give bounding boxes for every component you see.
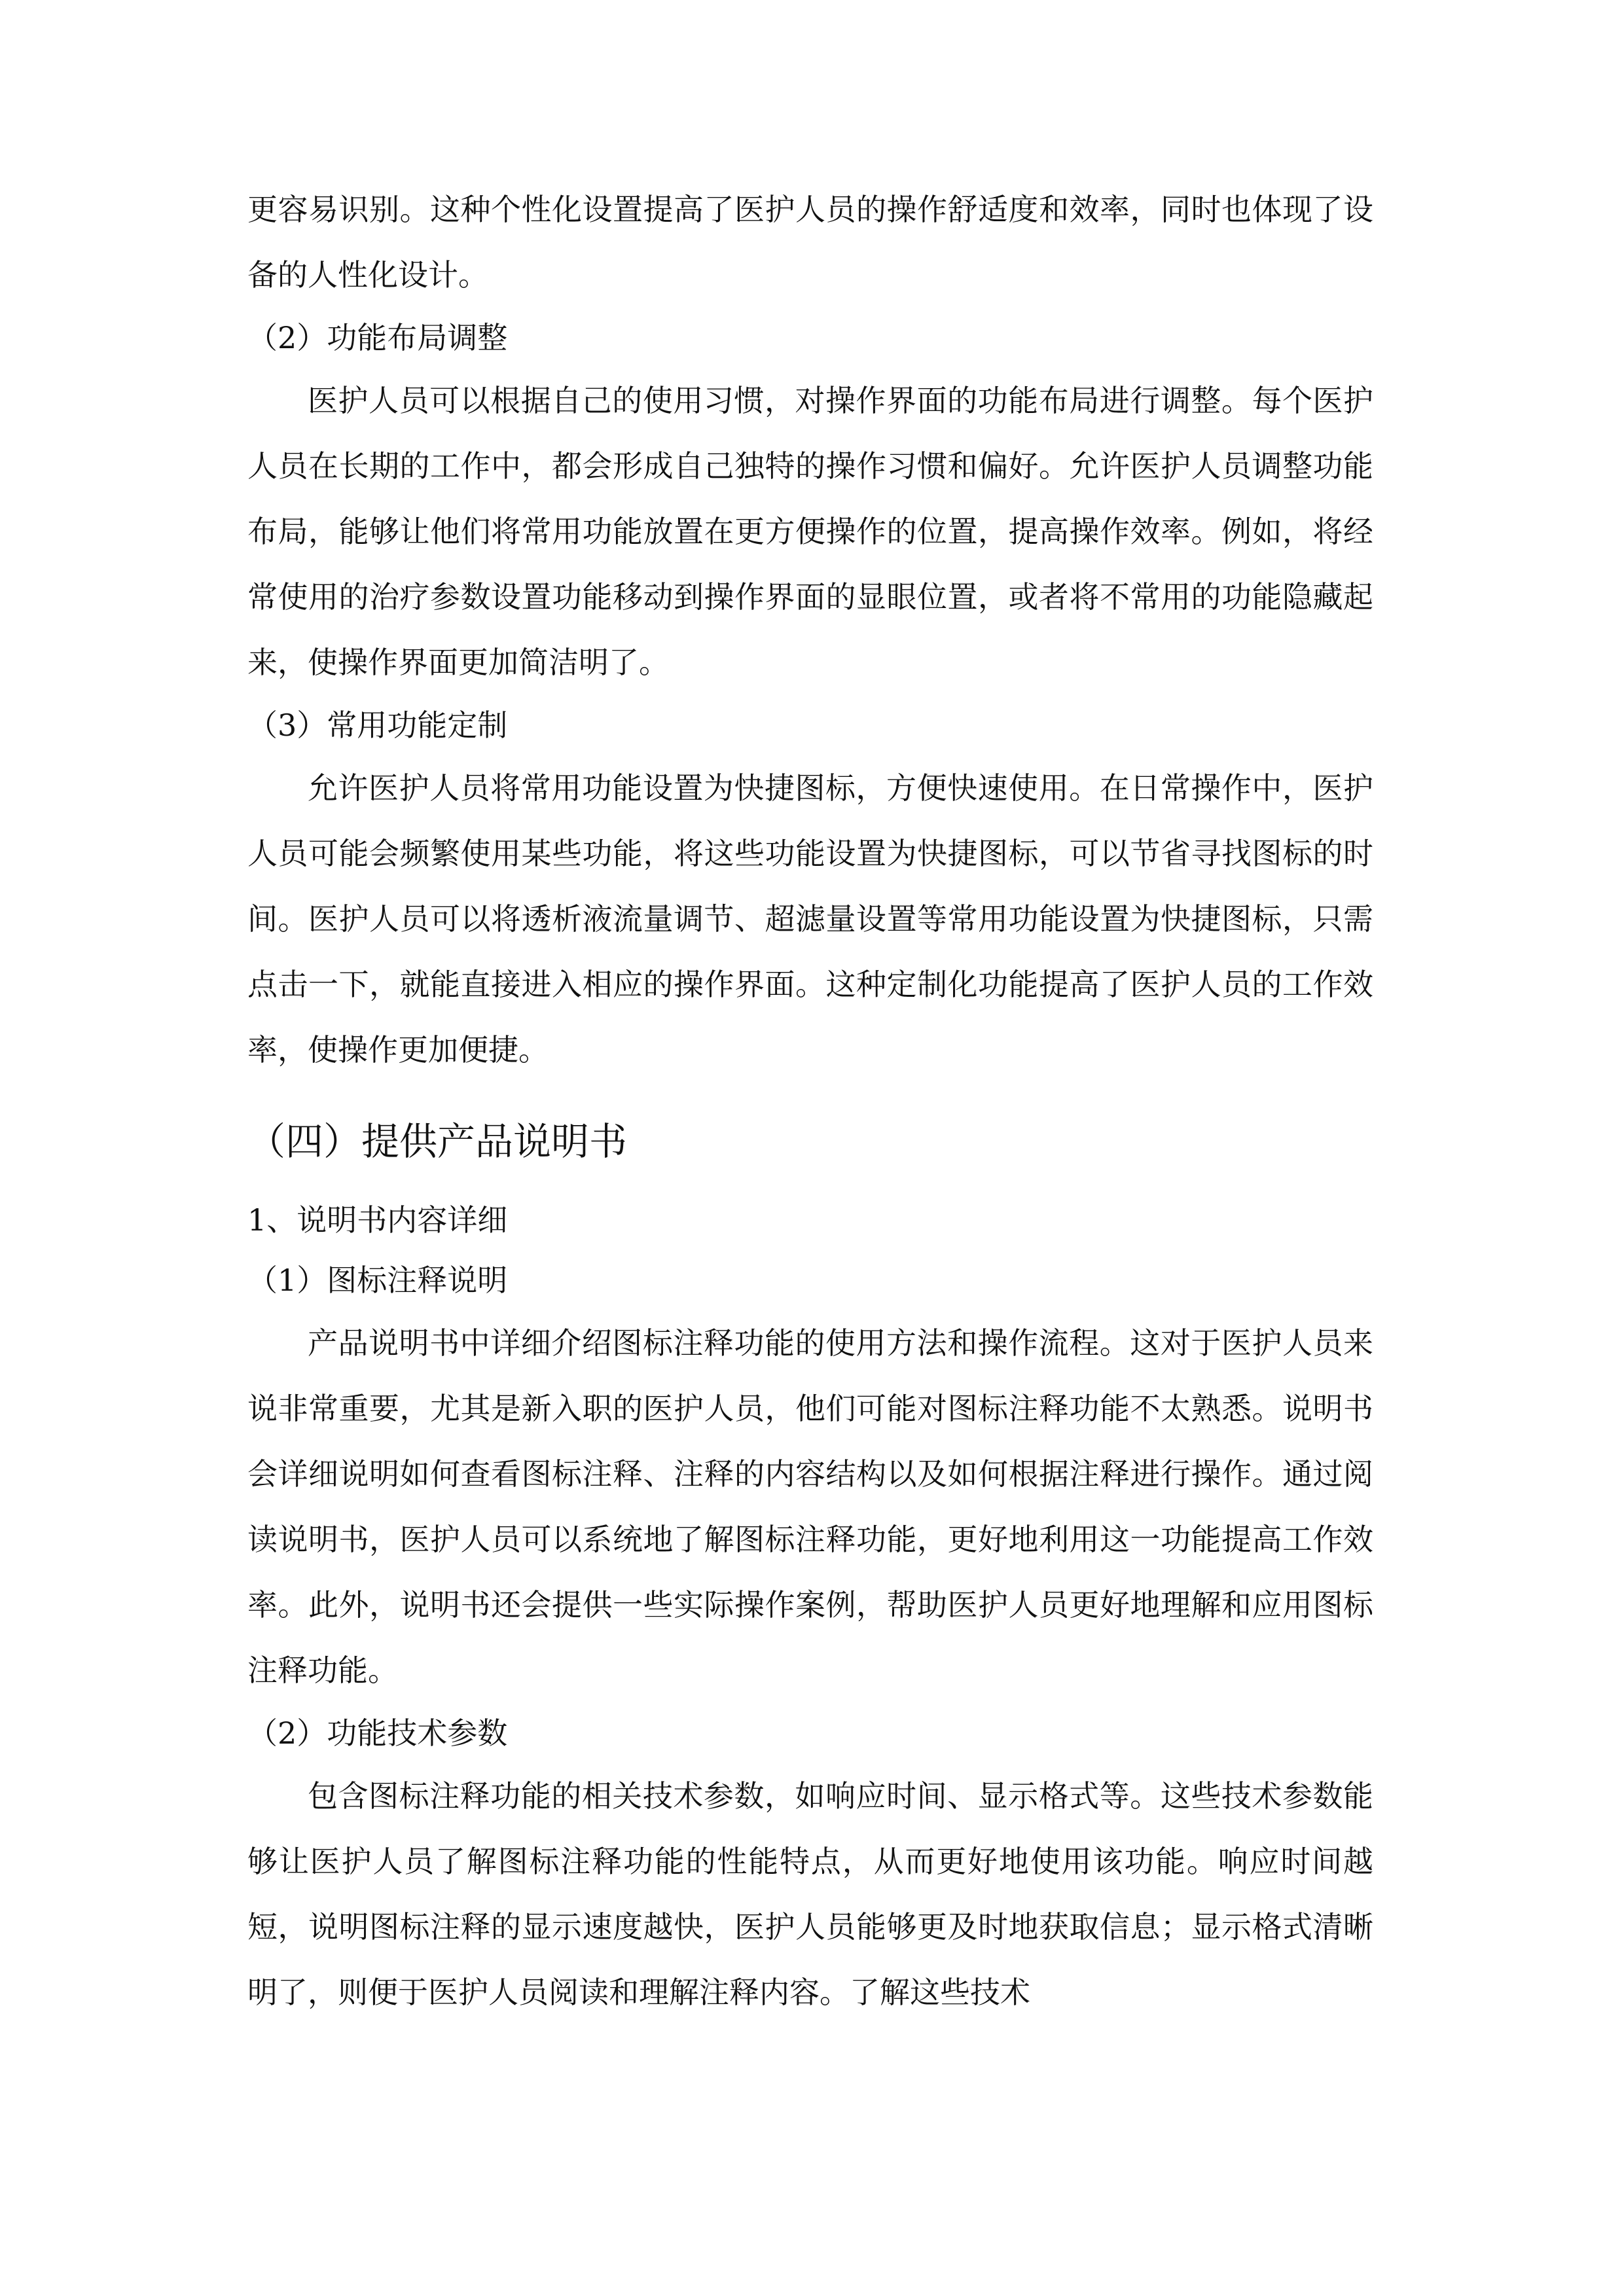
paragraph-function-customization: 允许医护人员将常用功能设置为快捷图标，方便快速使用。在日常操作中，医护人员可能会频繁使用某些功能，将这些功能设置为快捷图标，可以节省寻找图标的时间。医护人员可以将透析液流量调节、超滤量设置等常用功能设置为快捷图标，只需点击一下，就能直接进入相应的操作界面。这种定制化功能提高了医护人员的工作效率，使操作更加便捷。 bbox=[247, 770, 1373, 1067]
subheading-icon-annotation: （1）图标注释说明 bbox=[247, 1263, 508, 1298]
paragraph-layout-adjustment: 医护人员可以根据自己的使用习惯，对操作界面的功能布局进行调整。每个医护人员在长期的工作中，都会形成自己独特的操作习惯和偏好。允许医护人员调整功能布局，能够让他们将常用功能放置在更方便操作的位置，提高操作效率。例如，将经常使用的治疗参数设置功能移动到操作界面的显眼位置，或者将不常用的功能隐藏起来，使操作界面更加简洁明了。 bbox=[247, 383, 1373, 680]
paragraph-continued: 更容易识别。这种个性化设置提高了医护人员的操作舒适度和效率，同时也体现了设备的人性化设计。 bbox=[247, 192, 1373, 293]
subheading-layout-adjustment: （2）功能布局调整 bbox=[247, 320, 508, 355]
paragraph-icon-annotation: 产品说明书中详细介绍图标注释功能的使用方法和操作流程。这对于医护人员来说非常重要，尤其是新入职的医护人员，他们可能对图标注释功能不太熟悉。说明书会详细说明如何查看图标注释、注释的内容结构以及如何根据注释进行操作。通过阅读说明书，医护人员可以系统地了解图标注释功能，更好地利用这一功能提高工作效率。此外，说明书还会提供一些实际操作案例，帮助医护人员更好地理解和应用图标注释功能。 bbox=[247, 1325, 1373, 1688]
document-body bbox=[247, 177, 1373, 2025]
heading-manual-content: 1、说明书内容详细 bbox=[247, 1202, 508, 1238]
subheading-function-customization: （3）常用功能定制 bbox=[247, 708, 508, 743]
paragraph-technical-parameters: 包含图标注释功能的相关技术参数，如响应时间、显示格式等。这些技术参数能够让医护人员了解图标注释功能的性能特点，从而更好地使用该功能。响应时间越短，说明图标注释的显示速度越快，医护人员能够更及时地获取信息；显示格式清晰明了，则便于医护人员阅读和理解注释内容。了解这些技术 bbox=[247, 1778, 1373, 2010]
section-heading-manual: （四）提供产品说明书 bbox=[247, 1119, 628, 1164]
subheading-technical-parameters: （2）功能技术参数 bbox=[247, 1715, 508, 1751]
